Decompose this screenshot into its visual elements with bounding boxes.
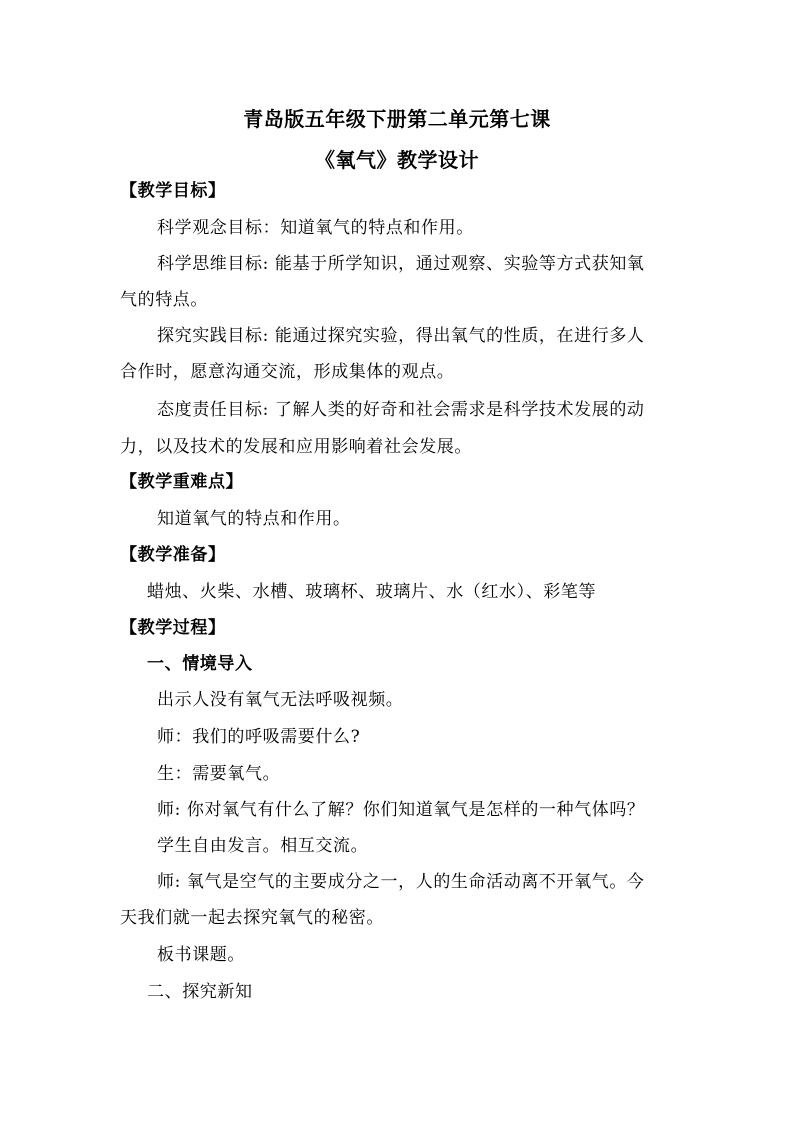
process-paragraph-7: 板书课题。 (157, 945, 245, 965)
process-paragraph-4: 师: 你对氧气有什么了解？你们知道氧气是怎样的一种气体吗？ (157, 800, 645, 820)
process-paragraph-2: 师：我们的呼吸需要什么? (157, 727, 361, 747)
document-subtitle: 《氧气》教学设计 (315, 148, 479, 172)
section-heading-preparation: 【教学准备】 (120, 545, 226, 565)
process-paragraph-3: 生：需要氧气。 (157, 764, 281, 784)
objective-attitude-line1: 态度责任目标: 了解人类的好奇和社会需求是科学技术发展的动 (157, 400, 645, 420)
objective-concept: 科学观念目标：知道氧气的特点和作用。 (157, 218, 474, 238)
objective-practice-line1: 探究实践目标: 能通过探究实验，得出氧气的性质，在进行多人 (157, 326, 645, 346)
key-points-text: 知道氧气的特点和作用。 (157, 509, 351, 529)
process-part2-heading: 二、探究新知 (147, 982, 253, 1002)
section-heading-key-points: 【教学重难点】 (120, 472, 244, 492)
objective-attitude-line2: 力，以及技术的发展和应用影响着社会发展。 (120, 437, 472, 457)
process-paragraph-1: 出示人没有氧气无法呼吸视频。 (157, 690, 404, 710)
process-paragraph-6-line2: 天我们就一起去探究氧气的秘密。 (120, 908, 384, 928)
objective-thinking-line1: 科学思维目标: 能基于所学知识，通过观察、实验等方式获知氧 (157, 254, 645, 274)
preparation-text: 蜡烛、火柴、水槽、玻璃杯、玻璃片、水（红水）、彩笔等 (147, 582, 597, 602)
objective-thinking-line2: 气的特点。 (120, 290, 208, 310)
process-paragraph-5: 学生自由发言。相互交流。 (157, 836, 369, 856)
document-title: 青岛版五年级下册第二单元第七课 (243, 107, 551, 131)
process-part1-heading: 一、情境导入 (147, 654, 253, 674)
section-heading-objectives: 【教学目标】 (120, 181, 226, 201)
objective-practice-line2: 合作时，愿意沟通交流，形成集体的观点。 (120, 362, 455, 382)
section-heading-process: 【教学过程】 (120, 618, 226, 638)
process-paragraph-6-line1: 师: 氧气是空气的主要成分之一，人的生命活动离不开氧气。今 (157, 872, 645, 892)
